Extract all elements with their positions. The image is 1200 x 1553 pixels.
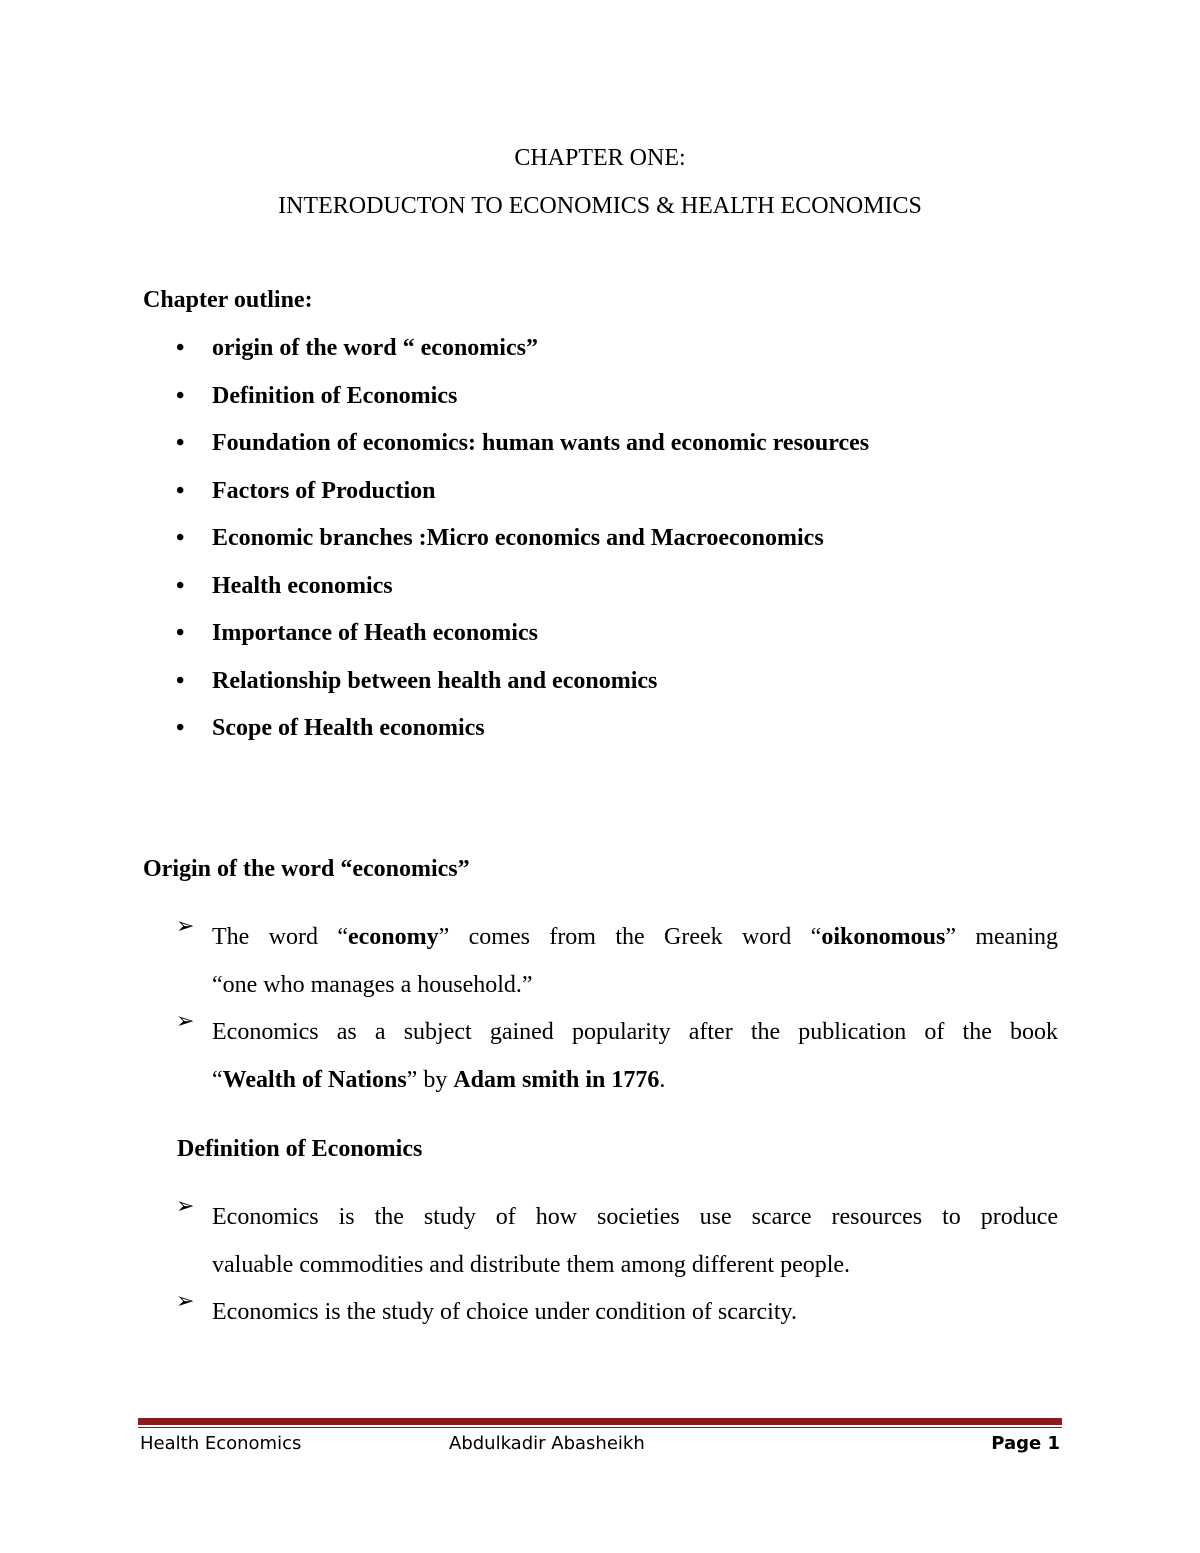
- list-item: • origin of the word “ economics”: [176, 335, 538, 361]
- footer-page-number: Page 1: [991, 1433, 1060, 1454]
- list-item: • Economic branches :Micro economics and Macroeconomics: [176, 525, 824, 551]
- origin-point-1: ➢ The word “economy” comes from the Greek word “oikonomous” meaning “one who manages a household.”: [176, 913, 1059, 998]
- bullet-icon: •: [176, 382, 185, 409]
- bullet-icon: •: [176, 572, 185, 599]
- chapter-outline-list: [176, 334, 869, 762]
- arrow-bullet-icon: ➢: [176, 1008, 195, 1033]
- origin-heading: Origin of the word “economics”: [143, 856, 470, 882]
- bullet-icon: •: [176, 620, 185, 646]
- list-item: • Scope of Health economics: [176, 715, 485, 741]
- list-item: • Factors of Production: [176, 477, 436, 504]
- definition-heading: Definition of Economics: [177, 1136, 423, 1162]
- bullet-icon: •: [176, 715, 185, 741]
- arrow-bullet-icon: ➢: [176, 913, 195, 938]
- footer-author: Abdulkadir Abasheikh: [449, 1433, 645, 1454]
- outline-heading: Chapter outline:: [143, 287, 313, 313]
- list-item: • Health economics: [176, 572, 393, 599]
- definition-point-2: ➢ Economics is the study of choice under condition of scarcity.: [176, 1288, 797, 1325]
- definition-point-1: ➢ Economics is the study of how societies use scarce resources to produce valuable commodities and distribute them among different people.: [176, 1193, 1058, 1278]
- arrow-bullet-icon: ➢: [176, 1288, 195, 1313]
- list-item: • Foundation of economics: human wants and economic resources: [176, 430, 870, 456]
- footer-course-title: Health Economics: [140, 1433, 302, 1454]
- footer-rule-thin: [138, 1427, 1062, 1428]
- origin-point-2: ➢ Economics as a subject gained popularity after the publication of the book “Wealth of Nations” by Adam smith in 1776.: [176, 1008, 1058, 1093]
- bullet-icon: •: [176, 477, 185, 504]
- bullet-icon: •: [176, 335, 185, 361]
- footer-rule: [138, 1418, 1062, 1425]
- chapter-title: INTERODUCTON TO ECONOMICS & HEALTH ECONOMICS: [278, 193, 922, 219]
- bullet-icon: •: [176, 525, 185, 551]
- bullet-icon: •: [176, 430, 185, 456]
- bullet-icon: •: [176, 667, 185, 694]
- list-item: • Definition of Economics: [176, 382, 458, 409]
- list-item: • Importance of Heath economics: [176, 620, 538, 646]
- list-item: • Relationship between health and economics: [176, 667, 658, 694]
- arrow-bullet-icon: ➢: [176, 1193, 195, 1218]
- chapter-number: CHAPTER ONE:: [514, 145, 686, 171]
